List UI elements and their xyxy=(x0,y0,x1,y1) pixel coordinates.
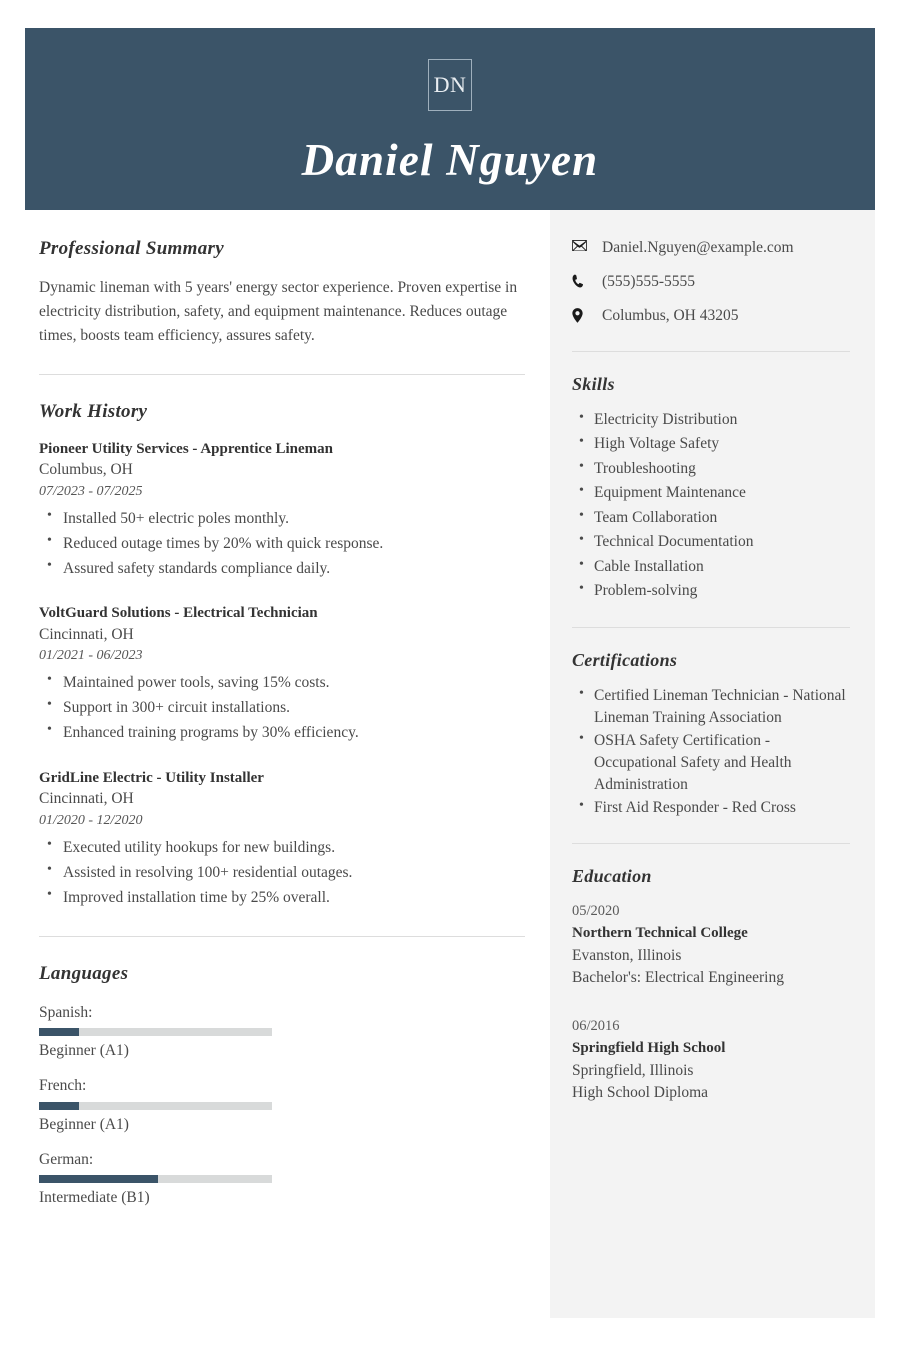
sidebar-divider xyxy=(572,627,850,628)
language-proficiency-fill xyxy=(39,1102,79,1110)
summary-text: Dynamic lineman with 5 years' energy sector experience. Proven expertise in electricity distribution, safety, and equipment maintenance. Reduces outage times, boosts team efficiency, assures safety. xyxy=(39,279,518,345)
sidebar-divider xyxy=(572,351,850,352)
skill-item: • Electricity Distribution xyxy=(594,409,850,431)
certification-item: • OSHA Safety Certification - Occupational Safety and Health Administration xyxy=(594,730,850,796)
skill-item: • Equipment Maintenance xyxy=(594,482,850,504)
job-dates: 07/2023 - 07/2025 xyxy=(39,483,143,499)
contact-text: (555)555-5555 xyxy=(602,272,695,290)
language-proficiency-bar xyxy=(39,1175,272,1183)
education-degree: High School Diploma xyxy=(572,1084,709,1102)
language-level: Beginner (A1) xyxy=(39,1042,129,1060)
skill-item: • Team Collaboration xyxy=(594,507,850,529)
certifications-list xyxy=(572,685,850,819)
section-divider xyxy=(39,936,525,937)
language-proficiency-fill xyxy=(39,1028,79,1036)
job-bullet: • Reduced outage times by 20% with quick response. xyxy=(63,531,525,556)
language-item xyxy=(39,1074,272,1136)
language-proficiency-bar xyxy=(39,1102,272,1110)
language-level: Intermediate (B1) xyxy=(39,1189,150,1207)
skill-item: • Troubleshooting xyxy=(594,458,850,480)
languages-heading: Languages xyxy=(39,962,129,984)
job-bullet-list xyxy=(39,506,525,581)
language-item xyxy=(39,1001,272,1063)
job-bullet: • Improved installation time by 25% overall. xyxy=(63,885,525,910)
language-level: Beginner (A1) xyxy=(39,1115,129,1133)
location-pin-icon xyxy=(572,306,594,323)
languages-list xyxy=(39,1001,525,1222)
language-proficiency-bar xyxy=(39,1028,272,1036)
work-history-heading: Work History xyxy=(39,401,148,423)
certification-item: • Certified Lineman Technician - National Lineman Training Association xyxy=(594,685,850,729)
skill-item: • High Voltage Safety xyxy=(594,433,850,455)
contact-row[interactable] xyxy=(572,272,850,293)
sidebar-divider xyxy=(572,843,850,844)
language-name: Spanish: xyxy=(39,1003,93,1021)
language-name: German: xyxy=(39,1150,94,1168)
language-name: French: xyxy=(39,1077,87,1095)
envelope-icon xyxy=(572,238,594,251)
language-proficiency-fill xyxy=(39,1175,158,1183)
education-date: 05/2020 xyxy=(572,902,620,919)
job-title: GridLine Electric - Utility Installer xyxy=(39,769,264,786)
skills-list xyxy=(572,409,850,603)
education-list xyxy=(572,901,850,1105)
job-bullet: • Enhanced training programs by 30% efficiency. xyxy=(63,720,525,745)
section-professional-summary xyxy=(39,238,525,348)
summary-heading: Professional Summary xyxy=(39,238,224,259)
work-history-list xyxy=(39,439,525,910)
job-bullet: • Installed 50+ electric poles monthly. xyxy=(63,506,525,531)
contact-text: Columbus, OH 43205 xyxy=(602,306,739,324)
education-school: Springfield High School xyxy=(572,1040,726,1057)
contact-text: Daniel.Nguyen@example.com xyxy=(602,239,794,256)
education-entry xyxy=(572,1016,850,1105)
education-location: Springfield, Illinois xyxy=(572,1061,694,1079)
section-certifications xyxy=(572,650,850,819)
skill-item: • Cable Installation xyxy=(594,556,850,578)
work-history-entry xyxy=(39,439,525,581)
work-history-entry xyxy=(39,603,525,745)
section-divider xyxy=(39,374,525,375)
page-title: Daniel Nguyen xyxy=(301,135,599,185)
job-location: Cincinnati, OH xyxy=(39,789,134,807)
contact-row[interactable] xyxy=(572,306,850,327)
job-bullet: • Assured safety standards compliance daily. xyxy=(63,556,525,581)
job-dates: 01/2021 - 06/2023 xyxy=(39,648,143,664)
monogram-initials: DN xyxy=(433,72,467,97)
section-work-history xyxy=(39,401,525,910)
language-item xyxy=(39,1148,272,1210)
section-languages xyxy=(39,963,525,1222)
skills-heading: Skills xyxy=(572,373,615,394)
certifications-heading: Certifications xyxy=(572,649,678,670)
skill-item: • Technical Documentation xyxy=(594,531,850,553)
section-education xyxy=(572,866,850,1105)
job-dates: 01/2020 - 12/2020 xyxy=(39,812,143,828)
job-bullet-list xyxy=(39,835,525,910)
education-school: Northern Technical College xyxy=(572,925,748,942)
job-bullet-list xyxy=(39,670,525,745)
section-skills xyxy=(572,374,850,603)
education-location: Evanston, Illinois xyxy=(572,946,682,964)
job-title: Pioneer Utility Services - Apprentice Lineman xyxy=(39,441,333,458)
certification-item: • First Aid Responder - Red Cross xyxy=(594,797,850,819)
work-history-entry xyxy=(39,768,525,910)
job-location: Cincinnati, OH xyxy=(39,625,134,643)
monogram-box xyxy=(428,59,472,111)
skill-item: • Problem-solving xyxy=(594,580,850,602)
job-bullet: • Maintained power tools, saving 15% costs. xyxy=(63,670,525,695)
education-degree: Bachelor's: Electrical Engineering xyxy=(572,969,784,987)
contact-row[interactable] xyxy=(572,238,850,259)
education-heading: Education xyxy=(572,865,652,886)
resume-header xyxy=(25,28,875,210)
job-location: Columbus, OH xyxy=(39,461,133,479)
job-bullet: • Support in 300+ circuit installations. xyxy=(63,695,525,720)
job-bullet: • Assisted in resolving 100+ residential outages. xyxy=(63,860,525,885)
phone-icon xyxy=(572,272,594,288)
education-date: 06/2016 xyxy=(572,1017,620,1034)
sidebar-column xyxy=(550,210,875,1318)
main-column xyxy=(25,210,540,1221)
job-bullet: • Executed utility hookups for new buildings. xyxy=(63,835,525,860)
contact-list xyxy=(572,238,850,327)
job-title: VoltGuard Solutions - Electrical Technician xyxy=(39,605,318,622)
education-entry xyxy=(572,901,850,990)
